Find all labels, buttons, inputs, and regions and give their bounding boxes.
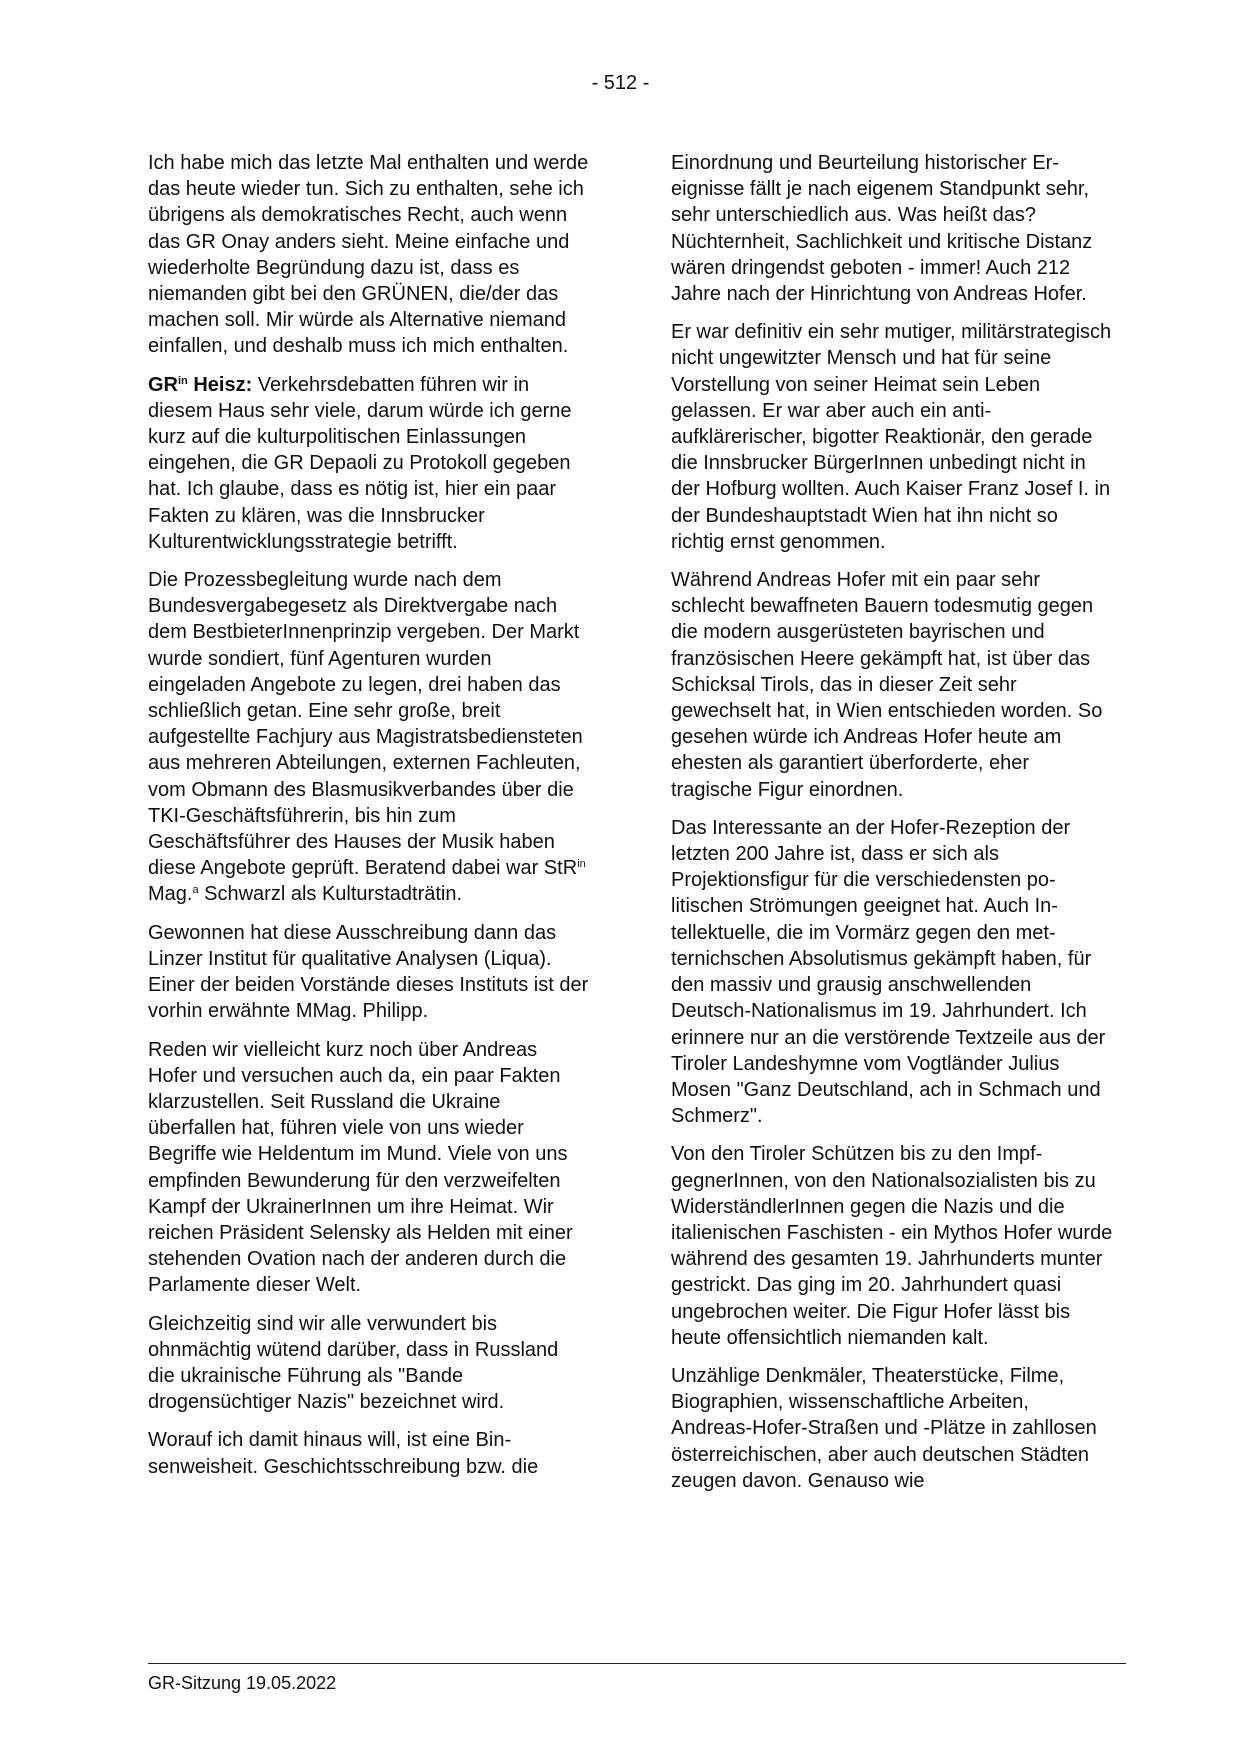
title-suffix: in: [577, 858, 586, 871]
paragraph: [148, 567, 590, 908]
page-number: - 512 -: [591, 72, 650, 94]
paragraph: Unzählige Denkmäler, Theaterstücke, Filme, Biographien, wissenschaftliche Arbeiten, Andreas-Hofer-Straßen und -Plätze in zahllosen österreichischen, aber auch deutschen Städten zeugen davon. Genauso wie: [671, 1364, 1097, 1492]
paragraph: Er war definitiv ein sehr mutiger, militärstrategisch nicht ungewitzter Mensch und hat für seine Vorstellung von seiner Heimat sein Leben gelassen. Er war aber auch ein antiaufklärerischer, bigotter Reaktionär, den gerade die Innsbrucker BürgerInnen unbedingt nicht in der Hofburg wollten. Auch Kaiser Franz Josef I. in der Bundeshauptstadt Wien hat ihn nicht so richtig ernst genommen.: [671, 321, 1112, 553]
paragraph-text: Schwarzl als Kulturstadträtin.: [198, 883, 463, 906]
paragraph-text: Verkehrsdebatten führen wir in diesem Haus sehr viele, darum würde ich gerne kurz auf die kulturpolitischen Einlassungen eingehen, die GR Depaoli zu Protokoll gegeben hat. Ich glaube, dass es nötig ist, hier ein paar Fakten zu klären, was die Innsbrucker Kulturentwicklungsstrategie betrifft.: [148, 373, 572, 553]
paragraph: Von den Tiroler Schützen bis zu den ImpfgegnerInnen, von den Nationalsozialisten bis zu WiderständlerInnen gegen die Nazis und die italienischen Faschisten - ein Mythos Hofer wurde während des gesamten 19. Jahrhunderts munter gestrickt. Das ging im 20. Jahrhundert quasi ungebrochen weiter. Die Figur Hofer lässt bis heute offensichtlich niemanden kalt.: [671, 1143, 1113, 1349]
paragraph: Während Andreas Hofer mit ein paar sehr schlecht bewaffneten Bauern todesmutig gegen die modern ausgerüsteten bayrischen und französischen Heere gekämpft hat, ist über das Schicksal Tirols, das in dieser Zeit sehr gewechselt hat, in Wien entschieden worden. So gesehen würde ich Andreas Hofer heute am ehesten als garantiert überforderte, eher tragische Figur einordnen.: [671, 569, 1103, 801]
title-suffix: a: [192, 884, 199, 897]
paragraph: Einordnung und Beurteilung historischer Ereignisse fällt je nach eigenem Standpunkt sehr, sehr unterschiedlich aus. Was heißt das? Nüchternheit, Sachlichkeit und kritische Distanz wären dringendst geboten - immer! Auch 212 Jahre nach der Hinrichtung von Andreas Hofer.: [671, 152, 1093, 306]
paragraph: Worauf ich damit hinaus will, ist eine Binsenweisheit. Geschichtsschreibung bzw. die: [148, 1429, 539, 1478]
right-column: [671, 150, 1113, 1506]
paragraph-text: Mag.: [148, 883, 193, 906]
paragraph: Reden wir vielleicht kurz noch über Andreas Hofer und versuchen auch da, ein paar Fakten klarzustellen. Seit Russland die Ukraine überfallen hat, führen viele von uns wieder Begriffe wie Heldentum im Mund. Viele von uns empfinden Bewunderung für den verzweifelten Kampf der UkrainerInnen um ihre Heimat. Wir reichen Präsident Selensky als Helden mit einer stehenden Ovation nach der anderen durch die Parlamente dieser Welt.: [148, 1038, 573, 1297]
paragraph: Gewonnen hat diese Ausschreibung dann das Linzer Institut für qualitative Analysen (Liqua). Einer der beiden Vorstände dieses Instituts ist der vorhin erwähnte MMag. Philipp.: [148, 921, 589, 1023]
speaker-title: GR: [148, 373, 178, 396]
paragraph: Ich habe mich das letzte Mal enthalten und werde das heute wieder tun. Sich zu enthalten, sehe ich übrigens als demokratisches Recht, auch wenn das GR Onay anders sieht. Meine einfache und wiederholte Begründung dazu ist, dass es niemanden gibt bei den GRÜNEN, die/der das machen soll. Mir würde als Alternative niemand einfallen, und deshalb muss ich mich enthalten.: [148, 152, 589, 358]
footer-divider: [148, 1663, 1126, 1664]
paragraph: Das Interessante an der Hofer-Rezeption der letzten 200 Jahre ist, dass er sich als Projektionsfigur für die verschiedensten politischen Strömungen geeignet hat. Auch Intellektuelle, die im Vormärz gegen den metternichschen Absolutismus gekämpft haben, für den massiv und grausig anschwellenden Deutsch-Nationalismus im 19. Jahrhundert. Ich erinnere nur an die verstörende Textzeile aus der Tiroler Landeshymne vom Vogtländer Julius Mosen "Ganz Deutschland, ach in Schmach und Schmerz".: [671, 816, 1106, 1128]
footer-session-date: GR-Sitzung 19.05.2022: [148, 1673, 337, 1693]
speaker-name: Heisz:: [187, 373, 253, 396]
paragraph: [148, 372, 590, 555]
paragraph: Gleichzeitig sind wir alle verwundert bis ohnmächtig wütend darüber, dass in Russland die ukrainische Führung als "Bande drogensüchtiger Nazis" bezeichnet wird.: [148, 1312, 559, 1414]
left-column: [148, 150, 590, 1492]
paragraph-text: Die Prozessbegleitung wurde nach dem Bundesvergabegesetz als Direktvergabe nach dem BestbieterInnenprinzip vergeben. Der Markt wurde sondiert, fünf Agenturen wurden eingeladen Angebote zu legen, drei haben das schließlich getan. Eine sehr große, breit aufgestellte Fachjury aus Magistratsbediensteten aus mehreren Abteilungen, externen Fachleuten, vom Obmann des Blasmusikverbandes über die TKI-Geschäftsführerin, bis hin zum Geschäftsführer des Hauses der Musik haben diese Angebote geprüft. Beratend dabei war StR: [148, 569, 583, 880]
speaker-title-suffix: in: [178, 374, 188, 387]
speaker-label: [148, 374, 252, 396]
